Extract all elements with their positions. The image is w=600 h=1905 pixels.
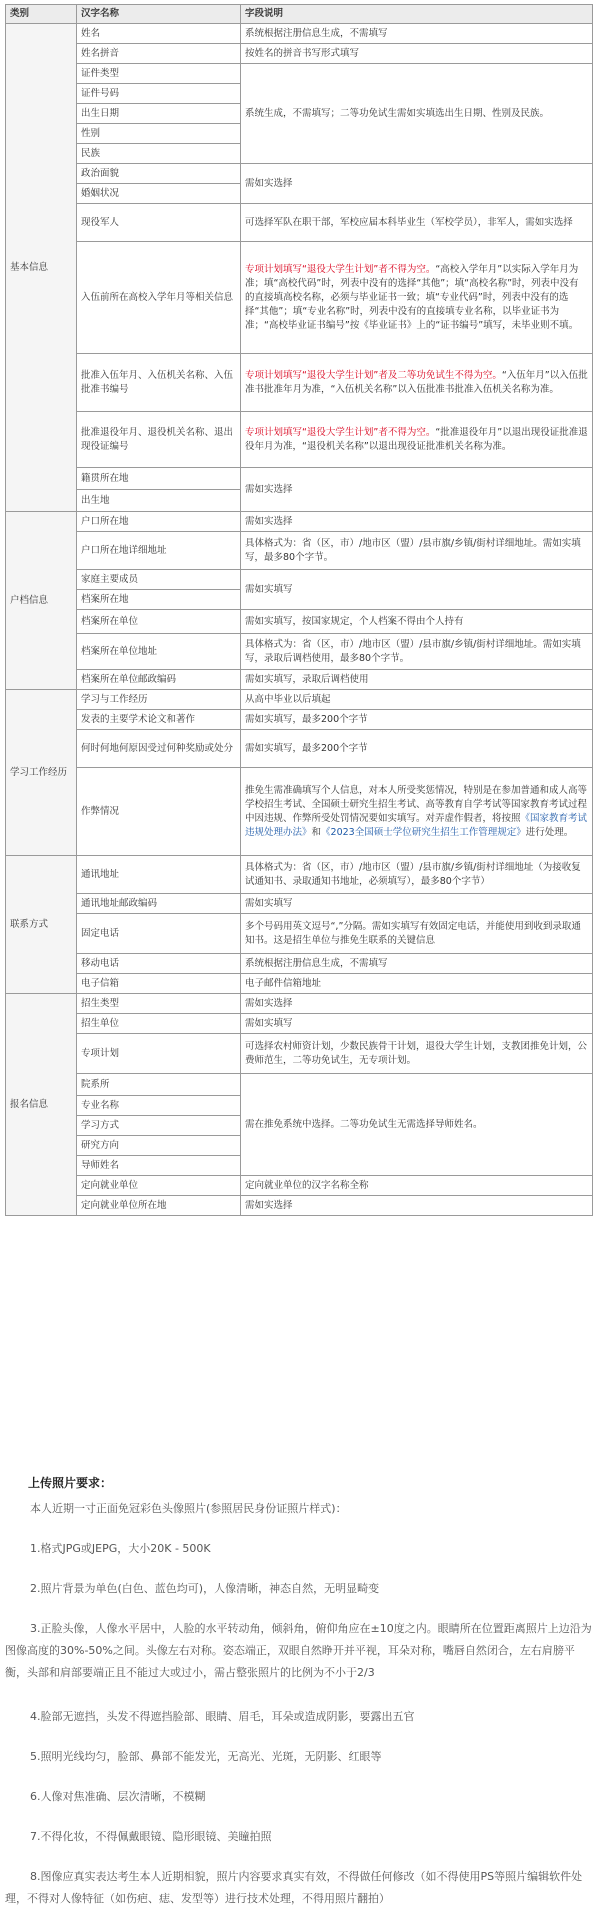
field-archive-location: 档案所在地 xyxy=(77,590,241,610)
required-note: 专项计划填写“退役大学生计划”者不得为空。 xyxy=(245,263,436,275)
field-special-plan: 专项计划 xyxy=(77,1034,241,1074)
photo-requirements-title: 上传照片要求： xyxy=(28,1476,113,1490)
field-retire-approval: 批准退役年月、退役机关名称、退出现役证编号 xyxy=(77,412,241,468)
field-description: 多个号码用英文逗号“,”分隔。需如实填写有效固定电话，并能使用到收到录取通知书。这是招生单位与推免生联系的关键信息 xyxy=(241,914,593,954)
table-row xyxy=(6,532,593,570)
table-row xyxy=(6,730,593,768)
field-email: 电子信箱 xyxy=(77,974,241,994)
field-political-status: 政治面貌 xyxy=(77,164,241,184)
field-birth-date: 出生日期 xyxy=(77,104,241,124)
header-field-description: 字段说明 xyxy=(241,5,593,24)
table-row xyxy=(6,610,593,634)
table-row xyxy=(6,242,593,354)
field-description: 定向就业单位的汉字名称全称 xyxy=(241,1176,593,1196)
field-description: 具体格式为：省（区，市）/地市区（盟）/县市旗/乡镇/街村详细地址。需如实填写，录取后调档使用，最多80个字节。 xyxy=(241,634,593,670)
field-mailing-zip: 通讯地址邮政编码 xyxy=(77,894,241,914)
field-mobile: 移动电话 xyxy=(77,954,241,974)
field-research-direction: 研究方向 xyxy=(77,1136,241,1156)
field-description xyxy=(241,412,593,468)
table-row xyxy=(6,64,593,84)
table-row xyxy=(6,164,593,184)
requirement-item: 2.照片背景为单色(白色、蓝色均可)，人像清晰，神态自然，无明显畸变 xyxy=(30,1582,380,1595)
table-row xyxy=(6,710,593,730)
requirement-item: 1.格式JPG或JEPG，大小20K - 500K xyxy=(30,1542,211,1555)
table-row xyxy=(6,412,593,468)
field-description: 需如实选择 xyxy=(241,468,593,512)
field-family-members: 家庭主要成员 xyxy=(77,570,241,590)
field-description: 需在推免系统中选择。二等功免试生无需选择导师姓名。 xyxy=(241,1074,593,1176)
table-row xyxy=(6,468,593,490)
field-id-type: 证件类型 xyxy=(77,64,241,84)
category-hukou-archive: 户档信息 xyxy=(6,512,77,690)
category-contact: 联系方式 xyxy=(6,856,77,994)
requirement-item: 3.正脸头像，人像水平居中，人脸的水平转动角，倾斜角，俯仰角应在±10度之内。眼睛所在位置距离照片上边沿为图像高度的30%-50%之间。头像左右对称。姿态端正，双眼自然睁开并平视，耳朵对称，嘴唇自然闭合，左右肩膀平衡，头部和肩部要端正且不能过大或过小，需占整张照片的比例为不小于2/3 xyxy=(5,1622,592,1679)
requirement-item: 4.脸部无遮挡，头发不得遮挡脸部、眼睛、眉毛，耳朵或造成阴影，要露出五官 xyxy=(30,1710,415,1723)
table-row xyxy=(6,894,593,914)
field-description xyxy=(241,242,593,354)
field-description: 需如实填写 xyxy=(241,894,593,914)
field-description-text: “批准退役年月”以退出现役证批准退役年月为准，“退役机关名称”以退出现役证批准机关名称为准。 xyxy=(245,426,588,452)
field-pre-enlist-college: 入伍前所在高校入学年月等相关信息 xyxy=(77,242,241,354)
field-description-text: 进行处理。 xyxy=(525,826,574,838)
field-study-mode: 学习方式 xyxy=(77,1116,241,1136)
field-description: 需如实填写，最多200个字节 xyxy=(241,730,593,768)
table-row xyxy=(6,24,593,44)
field-ethnicity: 民族 xyxy=(77,144,241,164)
field-archive-unit: 档案所在单位 xyxy=(77,610,241,634)
table-row xyxy=(6,974,593,994)
field-cheating: 作弊情况 xyxy=(77,768,241,856)
field-name: 姓名 xyxy=(77,24,241,44)
field-awards-punishments: 何时何地何原因受过何种奖励或处分 xyxy=(77,730,241,768)
field-description: 可选择农村师资计划，少数民族骨干计划，退役大学生计划，支教团推免计划，公费师范生，二等功免试生，无专项计划。 xyxy=(241,1034,593,1074)
field-description xyxy=(241,768,593,856)
field-directed-employer: 定向就业单位 xyxy=(77,1176,241,1196)
required-note: 专项计划填写“退役大学生计划”者及二等功免试生不得为空。 xyxy=(245,369,502,381)
field-description-text: “入伍年月”以入伍批准书批准年月为准，“入伍机关名称”以入伍批准书批准入伍机关名称为准。 xyxy=(245,369,588,395)
field-description: 需如实填写 xyxy=(241,1014,593,1034)
table-row xyxy=(6,1196,593,1216)
field-hukou-location: 户口所在地 xyxy=(77,512,241,532)
table-row xyxy=(6,44,593,64)
table-row xyxy=(6,512,593,532)
field-id-number: 证件号码 xyxy=(77,84,241,104)
table-row xyxy=(6,1034,593,1074)
field-hukou-address: 户口所在地详细地址 xyxy=(77,532,241,570)
field-description: 需如实选择 xyxy=(241,1196,593,1216)
field-description: 需如实填写 xyxy=(241,570,593,610)
field-description: 具体格式为：省（区，市）/地市区（盟）/县市旗/乡镇/街村详细地址。需如实填写，最多80个字节。 xyxy=(241,532,593,570)
header-category: 类别 xyxy=(6,5,77,24)
field-description: 系统生成，不需填写；二等功免试生需如实填选出生日期、性别及民族。 xyxy=(241,64,593,164)
field-description xyxy=(241,354,593,412)
field-enlist-approval: 批准入伍年月、入伍机关名称、入伍批准书编号 xyxy=(77,354,241,412)
requirement-item: 6.人像对焦准确、层次清晰，不模糊 xyxy=(30,1790,206,1803)
field-archive-unit-zip: 档案所在单位邮政编码 xyxy=(77,670,241,690)
field-description: 需如实选择 xyxy=(241,994,593,1014)
table-row xyxy=(6,1176,593,1196)
field-archive-unit-address: 档案所在单位地址 xyxy=(77,634,241,670)
requirement-item: 5.照明光线均匀，脸部、鼻部不能发光，无高光、光斑，无阴影、红眼等 xyxy=(30,1750,382,1763)
field-directed-employer-location: 定向就业单位所在地 xyxy=(77,1196,241,1216)
field-description: 系统根据注册信息生成，不需填写 xyxy=(241,954,593,974)
field-description: 需如实选择 xyxy=(241,164,593,204)
table-row xyxy=(6,954,593,974)
field-description-table xyxy=(5,4,593,1216)
field-description-text: 推免生需准确填写个人信息，对本人所受奖惩情况，特别是在参加普通和成人高等学校招生考试、全国硕士研究生招生考试、高等教育自学考试等国家教育考试过程中因违规、作弊所受处罚情况要如实填写。对弄虚作假者，将按照 xyxy=(245,784,588,824)
field-native-place: 籍贯所在地 xyxy=(77,468,241,490)
field-description-table-wrapper xyxy=(5,4,592,1216)
table-row xyxy=(6,354,593,412)
field-landline: 固定电话 xyxy=(77,914,241,954)
table-row xyxy=(6,634,593,670)
field-marital-status: 婚姻状况 xyxy=(77,184,241,204)
header-field-name: 汉字名称 xyxy=(77,5,241,24)
category-enrollment: 报名信息 xyxy=(6,994,77,1216)
field-mailing-address: 通讯地址 xyxy=(77,856,241,894)
field-description: 具体格式为：省（区，市）/地市区（盟）/县市旗/乡镇/街村详细地址（为接收复试通知书、录取通知书地址，必须填写），最多80个字节） xyxy=(241,856,593,894)
field-supervisor-name: 导师姓名 xyxy=(77,1156,241,1176)
category-study-work: 学习工作经历 xyxy=(6,690,77,856)
field-description: 需如实填写，按国家规定，个人档案不得由个人持有 xyxy=(241,610,593,634)
field-enroll-type: 招生类型 xyxy=(77,994,241,1014)
regulation-link-admission-rules[interactable]: 《2023全国硕士学位研究生招生工作管理规定》 xyxy=(321,826,526,838)
table-row xyxy=(6,204,593,242)
field-department: 院系所 xyxy=(77,1074,241,1096)
field-description: 按姓名的拼音书写形式填写 xyxy=(241,44,593,64)
table-row xyxy=(6,670,593,690)
required-note: 专项计划填写“退役大学生计划”者不得为空。 xyxy=(245,426,436,438)
requirement-item: 7.不得化妆，不得佩戴眼镜、隐形眼镜、美瞳拍照 xyxy=(30,1830,272,1843)
field-study-work-experience: 学习与工作经历 xyxy=(77,690,241,710)
field-active-military: 现役军人 xyxy=(77,204,241,242)
table-row xyxy=(6,1014,593,1034)
field-description: 需如实填写，录取后调档使用 xyxy=(241,670,593,690)
table-header-row xyxy=(6,5,593,24)
table-row xyxy=(6,570,593,590)
table-row xyxy=(6,994,593,1014)
table-row xyxy=(6,1074,593,1096)
category-basic-info: 基本信息 xyxy=(6,24,77,512)
field-gender: 性别 xyxy=(77,124,241,144)
field-description: 系统根据注册信息生成，不需填写 xyxy=(241,24,593,44)
field-major-name: 专业名称 xyxy=(77,1096,241,1116)
field-description: 可选择军队在职干部，军校应届本科毕业生（军校学员），非军人，需如实选择 xyxy=(241,204,593,242)
requirement-item: 8.图像应真实表达考生本人近期相貌，照片内容要求真实有效，不得做任何修改（如不得使用PS等照片编辑软件处理，不得对人像特征（如伤疤、痣、发型等）进行技术处理，不得用照片翻拍） xyxy=(5,1870,583,1905)
field-description-text: 和 xyxy=(311,826,322,838)
field-description-text: “高校入学年月”以实际入学年月为准；填“高校代码”时，列表中没有的选择“其他”；填“高校名称”时，列表中没有的直接填高校名称，必须与毕业证书一致；填“专业代码”时，列表中没有的选择“其他”；填“专业名称”时，列表中没有的直接填专业名称，以毕业证书为准；“高校毕业证书编号”按《毕业证书》上的“证书编号”填写，未毕业则不填。 xyxy=(245,263,579,331)
field-description: 需如实选择 xyxy=(241,512,593,532)
field-birthplace: 出生地 xyxy=(77,490,241,512)
table-row xyxy=(6,768,593,856)
field-papers: 发表的主要学术论文和著作 xyxy=(77,710,241,730)
field-description: 需如实填写，最多200个字节 xyxy=(241,710,593,730)
table-row xyxy=(6,856,593,894)
requirement-intro: 本人近期一寸正面免冠彩色头像照片(参照居民身份证照片样式)： xyxy=(30,1502,347,1515)
table-row xyxy=(6,914,593,954)
field-enroll-unit: 招生单位 xyxy=(77,1014,241,1034)
field-pinyin: 姓名拼音 xyxy=(77,44,241,64)
field-description: 从高中毕业以后填起 xyxy=(241,690,593,710)
regulation-link-violation-rules[interactable]: 《国家教育考试违规处理办法》 xyxy=(245,812,588,838)
table-row xyxy=(6,690,593,710)
field-description: 电子邮件信箱地址 xyxy=(241,974,593,994)
